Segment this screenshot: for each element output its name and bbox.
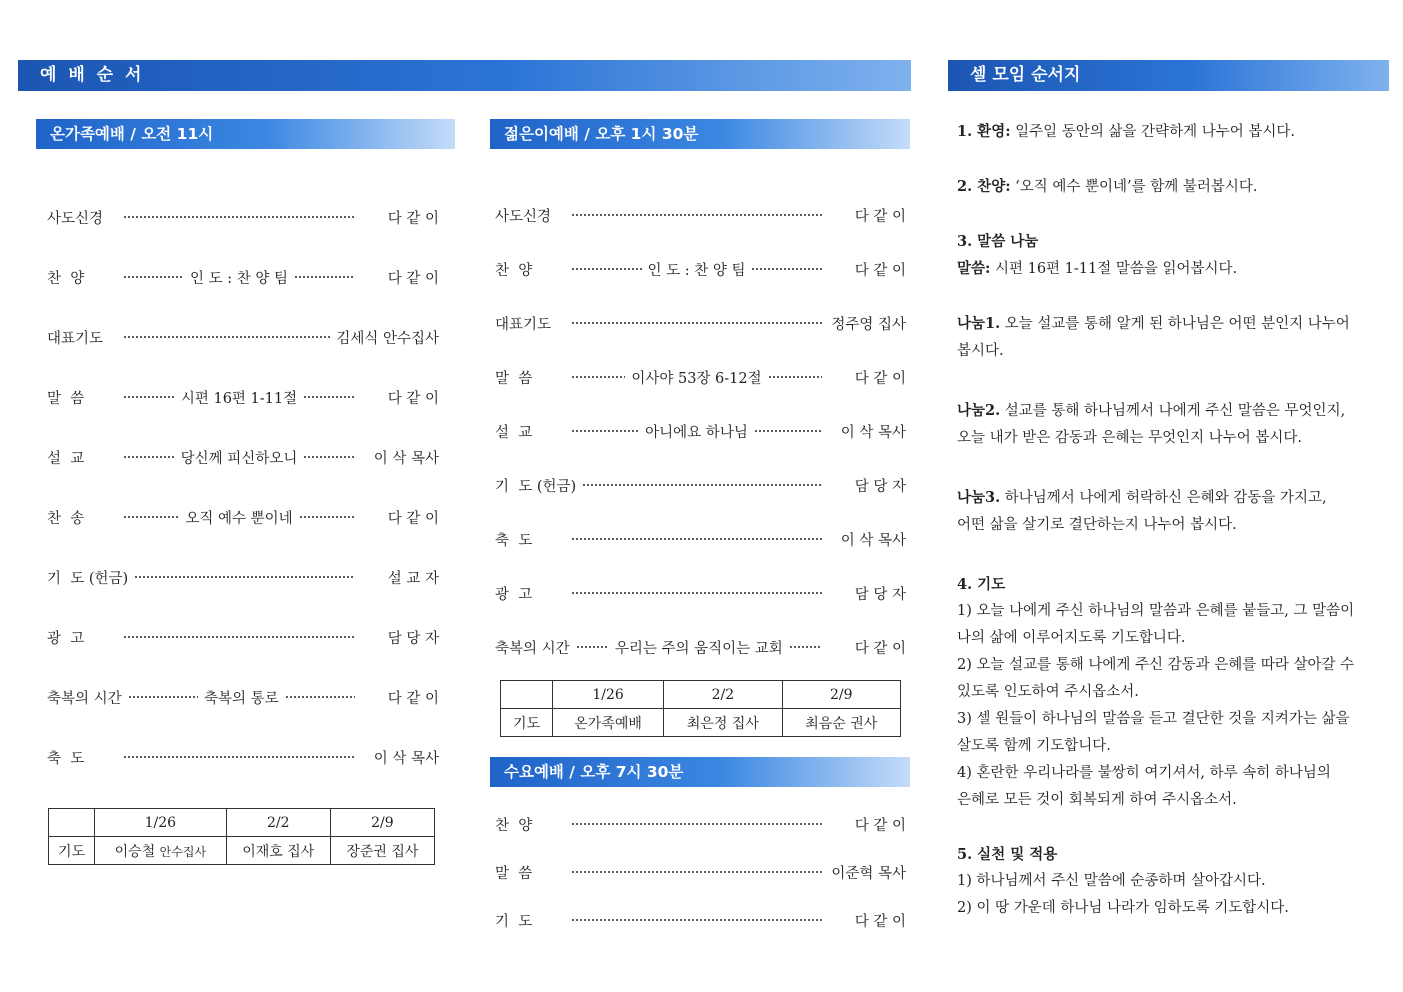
duty-name-cell: 이재호 집사 [226,837,330,865]
program-item-leader: 정주영 집사 [831,316,906,333]
program-row [495,474,906,496]
cell-prayer-2: 2) 오늘 설교를 통해 나에게 주신 감동과 은혜를 따라 살아갈 수 [957,657,1355,673]
program-item-label: 말 씀 [47,390,85,407]
cell-meeting-banner [948,60,1389,91]
program-item-label: 축 도 [47,750,85,767]
youth-duty-table [500,680,901,737]
duty-date-row [49,809,435,837]
duty-name-row [49,837,435,865]
dot-leader [751,268,822,270]
program-row [47,326,439,348]
program-item-leader: 다 같 이 [387,690,439,707]
program-item-label: 말 씀 [495,865,533,882]
program-row [47,506,439,528]
cell-prayer-1-cont: 나의 삶에 이루어지도록 기도합니다. [957,630,1186,646]
program-item-detail: 우리는 주의 움직이는 교회 [614,640,783,657]
duty-corner-cell [501,681,553,709]
dot-leader [571,592,822,594]
program-row [47,686,439,708]
dot-leader [571,430,639,432]
cell-prayer-3: 3) 셀 원들이 하나님의 말씀을 듣고 결단한 것을 지켜가는 삶을 [957,711,1350,727]
duty-name-row [501,709,901,737]
dot-leader [754,430,822,432]
program-row [495,528,906,550]
program-item-label: 찬 양 [495,817,533,834]
program-item-leader: 이 삭 목사 [840,532,906,549]
dot-leader [571,322,822,324]
program-item-label: 설 교 [47,450,85,467]
program-item-label: 사도신경 [495,208,552,225]
program-item-label: 기 도 [495,913,533,930]
program-item-label: 기 도 (헌금) [495,478,577,495]
duty-name-cell: 온가족예배 [553,709,664,737]
program-row [47,566,439,588]
program-item-label: 대표기도 [47,330,104,347]
dot-leader [303,396,355,398]
duty-name-cell: 이승철 안수집사 [95,837,227,865]
dot-leader [768,376,822,378]
program-item-label: 축복의 시간 [47,690,122,707]
program-item-leader: 이준혁 목사 [831,865,906,882]
dot-leader [571,919,822,921]
cell-meeting-title: 셀 모임 순서지 [970,65,1081,85]
dot-leader [123,456,175,458]
program-item-leader: 이 삭 목사 [373,750,439,767]
program-row [495,258,906,280]
cell-prayer-2-cont: 있도록 인도하여 주시옵소서. [957,684,1139,700]
program-item-leader: 다 같 이 [854,370,906,387]
program-item-detail: 인 도 : 찬 양 팀 [647,262,746,279]
duty-date-cell: 2/2 [664,681,782,709]
program-item-leader: 다 같 이 [854,640,906,657]
program-row [47,266,439,288]
cell-meeting-guide [957,118,1377,922]
dot-leader [134,576,355,578]
duty-corner-cell [49,809,95,837]
cell-share-3-cont: 어떤 삶을 살기로 결단하는지 나누어 봅시다. [957,517,1237,533]
program-item-label: 축복의 시간 [495,640,570,657]
cell-step-praise: 2. 찬양: ‘오직 예수 뿐이네’를 함께 불러봅시다. [957,178,1258,195]
dot-leader [128,696,198,698]
family-service-header [36,119,455,149]
wednesday-service-title: 수요예배 / 오후 7시 30분 [504,763,684,781]
cell-share-2: 나눔2. 설교를 통해 하나님께서 나에게 주신 말씀은 무엇인지, [957,402,1346,419]
dot-leader [123,636,355,638]
dot-leader [285,696,355,698]
cell-step-apply-heading: 5. 실천 및 적용 [957,846,1058,863]
duty-date-row [501,681,901,709]
program-item-label: 광 고 [47,630,85,647]
program-item-detail: 오직 예수 뿐이네 [185,510,293,527]
program-item-detail: 인 도 : 찬 양 팀 [190,270,288,287]
program-item-label: 찬 양 [47,270,85,287]
program-item-label: 기 도 (헌금) [47,570,129,587]
program-item-detail: 아니에요 하나님 [645,424,748,441]
youth-service-title: 젊은이예배 / 오후 1시 30분 [504,125,699,143]
program-row [47,206,439,228]
program-item-detail: 시편 16편 1-11절 [180,390,298,407]
order-of-service-banner [18,60,911,91]
program-item-leader: 이 삭 목사 [840,424,907,441]
wednesday-service-header [490,757,910,787]
program-item-leader: 다 같 이 [387,510,439,527]
program-item-leader: 담 당 자 [854,586,906,603]
dot-leader [123,276,184,278]
program-row [47,446,439,468]
cell-apply-1: 1) 하나님께서 주신 말씀에 순종하며 살아갑시다. [957,873,1266,889]
program-item-label: 축 도 [495,532,533,549]
dot-leader [294,276,355,278]
program-item-detail: 당신께 피신하오니 [180,450,298,467]
program-item-leader: 이 삭 목사 [373,450,440,467]
cell-apply-2: 2) 이 땅 가운데 하나님 나라가 임하도록 기도합시다. [957,900,1289,916]
program-row [495,813,906,835]
dot-leader [571,376,625,378]
program-item-leader: 다 같 이 [854,262,906,279]
duty-name-cell: 최음순 권사 [782,709,900,737]
duty-row-label: 기도 [49,837,95,865]
order-of-service-title: 예 배 순 서 [40,65,145,85]
program-item-leader: 담 당 자 [387,630,439,647]
program-item-leader: 다 같 이 [387,390,439,407]
program-row [495,909,906,931]
dot-leader [123,516,179,518]
dot-leader [299,516,355,518]
duty-name-cell: 장준권 집사 [330,837,434,865]
dot-leader [576,646,609,648]
duty-date-cell: 2/2 [226,809,330,837]
duty-date-cell: 2/9 [330,809,434,837]
dot-leader [582,484,822,486]
program-row [47,386,439,408]
program-item-label: 찬 양 [495,262,533,279]
duty-row-label: 기도 [501,709,553,737]
cell-prayer-4: 4) 혼란한 우리나라를 불쌍히 여기셔서, 하루 속히 하나님의 [957,765,1331,781]
cell-share-1-cont: 봅시다. [957,343,1004,359]
program-row [495,861,906,883]
program-item-leader: 다 같 이 [854,913,906,930]
duty-name-cell: 최은정 집사 [664,709,782,737]
program-row [495,312,906,334]
program-item-leader: 다 같 이 [387,270,439,287]
program-row [495,366,906,388]
program-row [47,626,439,648]
dot-leader [571,268,642,270]
cell-step-welcome: 1. 환영: 일주일 동안의 삶을 간략하게 나누어 봅시다. [957,123,1295,140]
program-item-detail: 축복의 통로 [204,690,279,707]
cell-prayer-3-cont: 살도록 함께 기도합니다. [957,738,1111,754]
cell-share-2-cont: 오늘 내가 받은 감동과 은혜는 무엇인지 나누어 봅시다. [957,430,1303,446]
program-item-leader: 설 교 자 [387,570,439,587]
cell-step-word-heading: 3. 말씀 나눔 [957,233,1039,250]
cell-share-1: 나눔1. 오늘 설교를 통해 알게 된 하나님은 어떤 분인지 나누어 [957,315,1350,332]
dot-leader [571,538,822,540]
program-row [495,420,906,442]
cell-word-text: 말씀: 시편 16편 1-11절 말씀을 읽어봅시다. [957,260,1238,277]
program-item-label: 대표기도 [495,316,552,333]
youth-service-header [490,119,910,149]
program-row [495,582,906,604]
dot-leader [123,336,330,338]
dot-leader [123,216,355,218]
program-item-label: 말 씀 [495,370,533,387]
program-item-label: 찬 송 [47,510,85,527]
program-item-label: 설 교 [495,424,533,441]
program-item-leader: 다 같 이 [854,817,906,834]
program-item-leader: 김세식 안수집사 [336,330,439,347]
program-item-detail: 이사야 53장 6-12절 [631,370,762,387]
cell-prayer-1: 1) 오늘 나에게 주신 하나님의 말씀과 은혜를 붙들고, 그 말씀이 [957,603,1355,619]
family-duty-table [48,808,435,865]
dot-leader [571,214,822,216]
dot-leader [789,646,822,648]
dot-leader [123,756,355,758]
family-service-title: 온가족예배 / 오전 11시 [50,125,214,143]
program-row [495,204,906,226]
program-row [495,636,906,658]
duty-date-cell: 1/26 [95,809,227,837]
cell-share-3: 나눔3. 하나님께서 나에게 허락하신 은혜와 감동을 가지고, [957,489,1327,506]
cell-step-prayer-heading: 4. 기도 [957,576,1006,593]
program-item-leader: 다 같 이 [854,208,906,225]
dot-leader [571,823,822,825]
program-item-leader: 다 같 이 [387,210,439,227]
duty-date-cell: 1/26 [553,681,664,709]
program-item-label: 광 고 [495,586,533,603]
program-row [47,746,439,768]
dot-leader [303,456,355,458]
dot-leader [571,871,822,873]
duty-date-cell: 2/9 [782,681,900,709]
program-item-leader: 담 당 자 [854,478,906,495]
cell-prayer-4-cont: 은혜로 모든 것이 회복되게 하여 주시옵소서. [957,792,1237,808]
dot-leader [123,396,175,398]
program-item-label: 사도신경 [47,210,104,227]
